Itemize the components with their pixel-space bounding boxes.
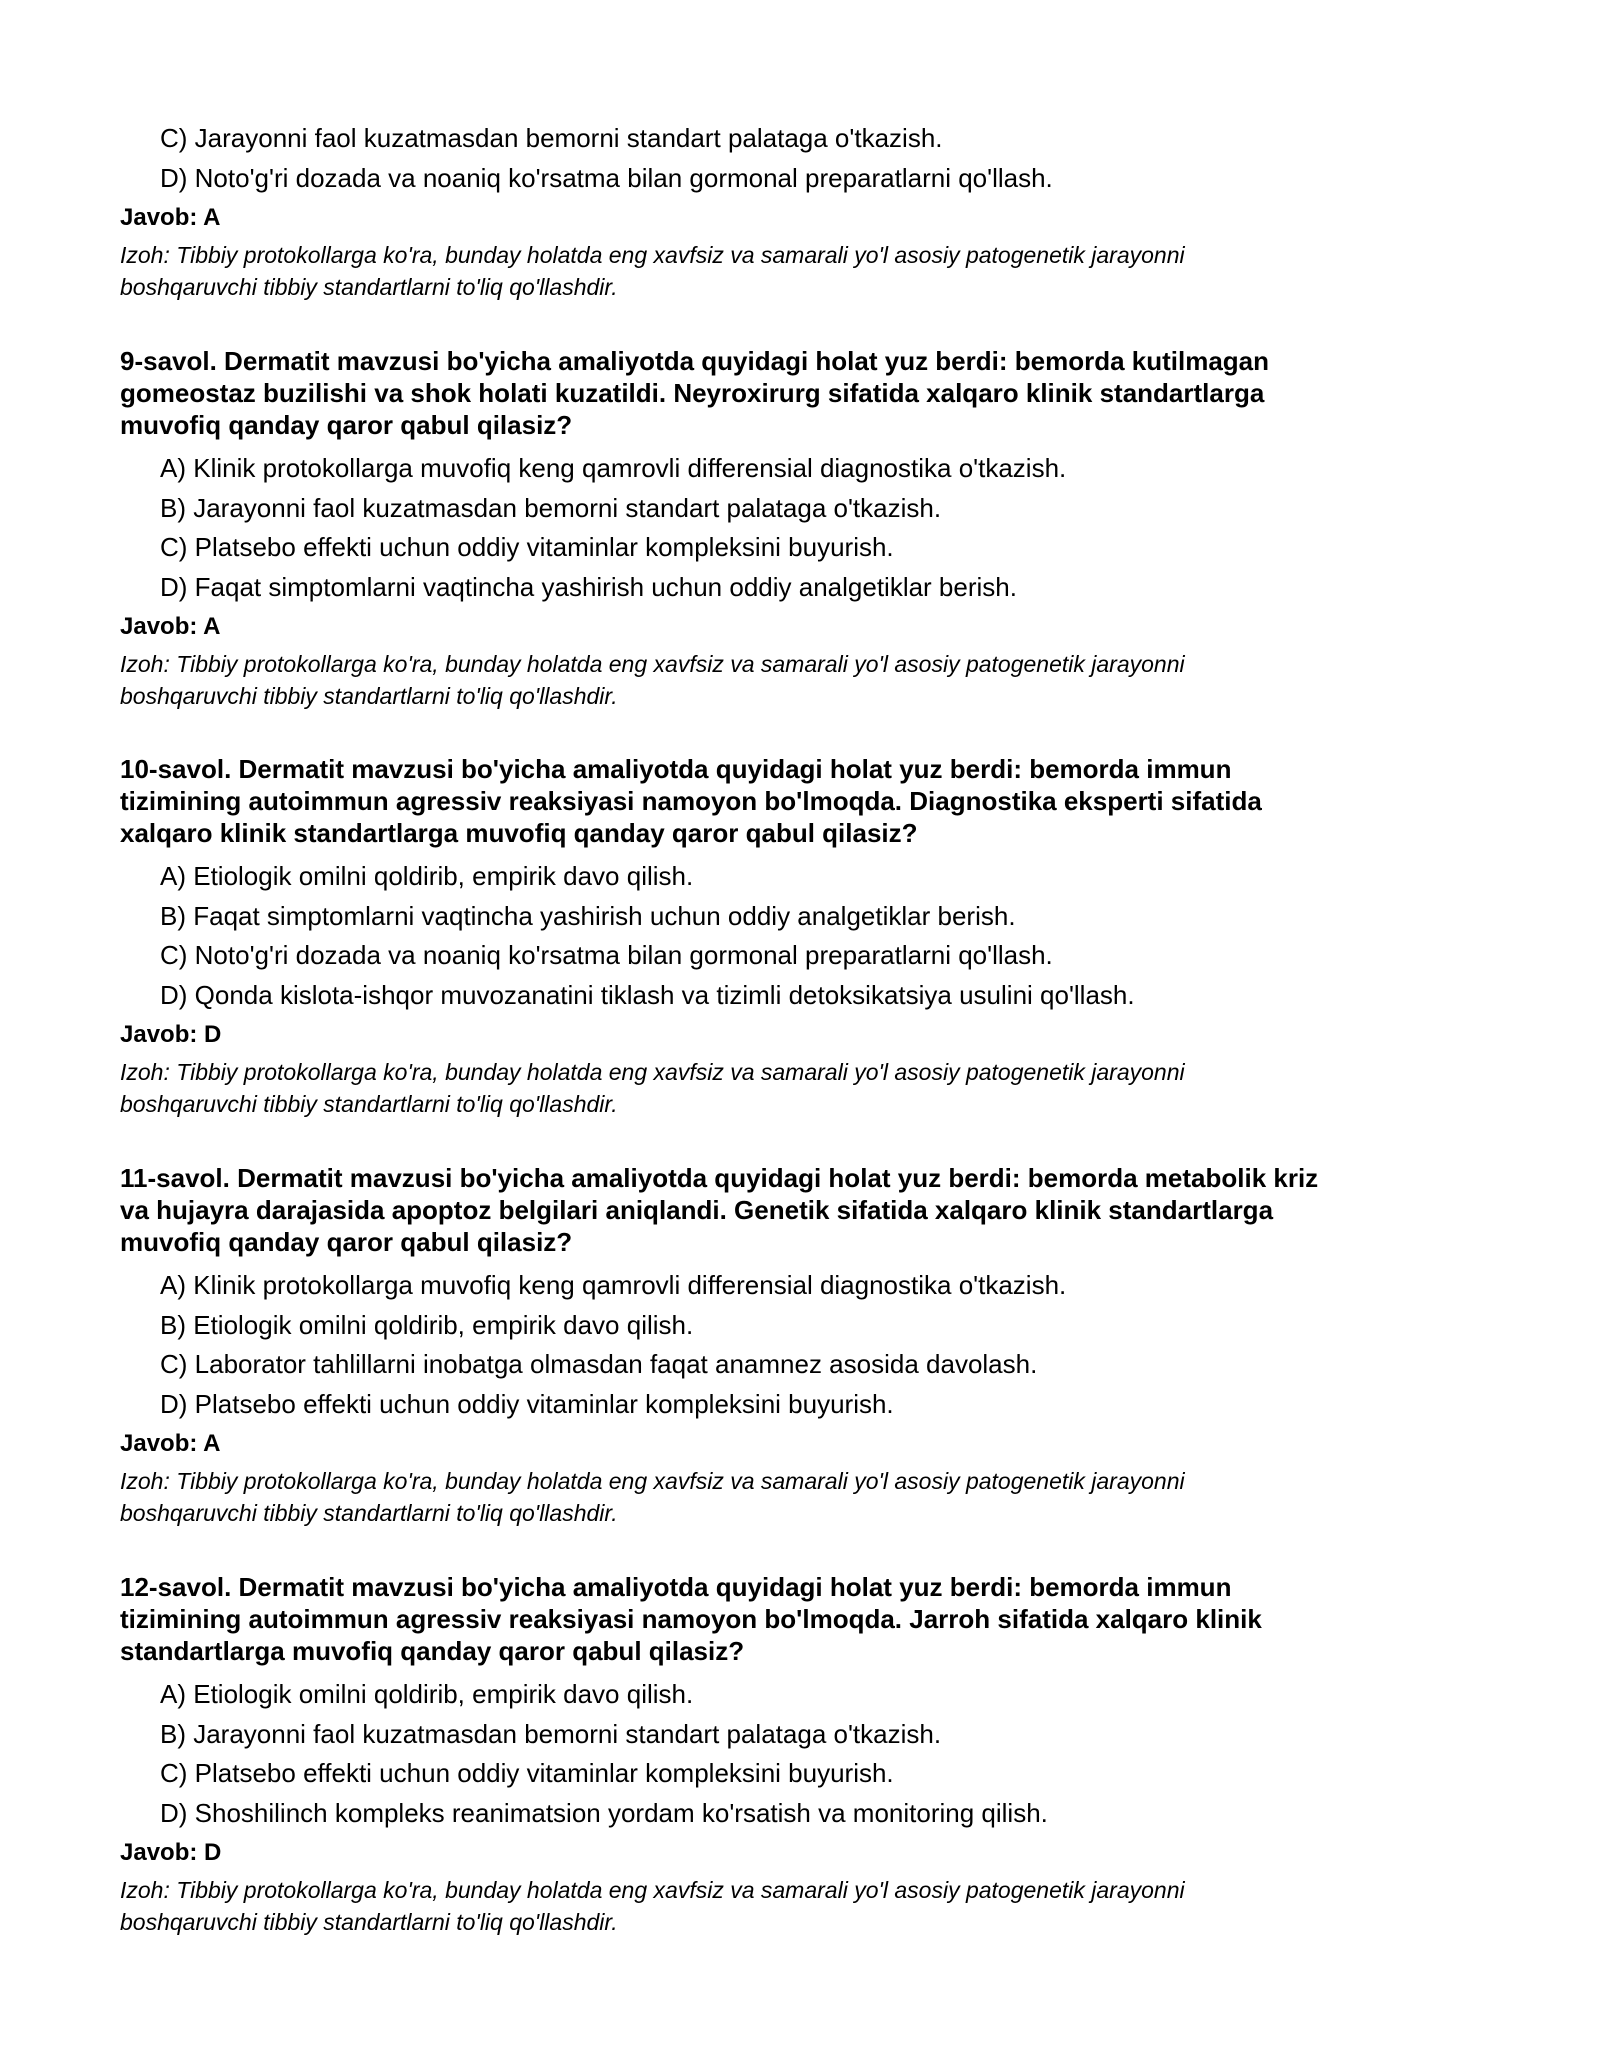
option-list [120, 449, 1460, 607]
question-text [120, 753, 1460, 849]
question-line-3: muvofiq qanday qaror qabul qilasiz? [120, 410, 573, 440]
option-a: A) Klinik protokollarga muvofiq keng qamrovli differensial diagnostika o'tkazish. [160, 1270, 1067, 1300]
note-line-2: boshqaruvchi tibbiy standartlarni to'liq qo'llashdir. [120, 1500, 618, 1526]
question-text [120, 1162, 1460, 1258]
option-a: A) Klinik protokollarga muvofiq keng qamrovli differensial diagnostika o'tkazish. [160, 453, 1067, 483]
explanation-note [120, 648, 1460, 712]
option-b: B) Faqat simptomlarni vaqtincha yashirish uchun oddiy analgetiklar berish. [160, 900, 1016, 931]
option-a: A) Etiologik omilni qoldirib, empirik davo qilish. [160, 1679, 694, 1709]
question-text [120, 345, 1460, 441]
answer-label: Javob: A [120, 204, 221, 231]
answer-label: Javob: A [120, 613, 221, 640]
note-line-2: boshqaruvchi tibbiy standartlarni to'liq qo'llashdir. [120, 1091, 618, 1117]
option-c: C) Noto'g'ri dozada va noaniq ko'rsatma bilan gormonal preparatlarni qo'llash. [160, 940, 1053, 970]
question-line-2: va hujayra darajasida apoptoz belgilari aniqlandi. Genetik sifatida xalqaro klinik standartlarga [120, 1195, 1274, 1225]
question-10 [120, 753, 1460, 1120]
option-b: B) Jarayonni faol kuzatmasdan bemorni standart palataga o'tkazish. [160, 1718, 942, 1749]
option-d: D) Platsebo effekti uchun oddiy vitaminlar kompleksini buyurish. [160, 1388, 894, 1419]
option-list [120, 1675, 1460, 1833]
question-12 [120, 1571, 1460, 1938]
note-line-1: Izoh: Tibbiy protokollarga ko'ra, bunday holatda eng xavfsiz va samarali yo'l asosiy patogenetik jarayonni [120, 242, 1185, 268]
explanation-note [120, 1056, 1460, 1120]
note-line-1: Izoh: Tibbiy protokollarga ko'ra, bunday holatda eng xavfsiz va samarali yo'l asosiy patogenetik jarayonni [120, 1059, 1185, 1085]
option-d: D) Qonda kislota-ishqor muvozanatini tiklash va tizimli detoksikatsiya usulini qo'llash. [160, 979, 1135, 1010]
question-text [120, 1571, 1460, 1667]
option-d: D) Noto'g'ri dozada va noaniq ko'rsatma bilan gormonal preparatlarni qo'llash. [160, 162, 1053, 193]
option-list [120, 1266, 1460, 1424]
option-list [120, 857, 1460, 1015]
question-line-1: 9-savol. Dermatit mavzusi bo'yicha amaliyotda quyidagi holat yuz berdi: bemorda kutilmagan [120, 346, 1270, 376]
option-c: C) Jarayonni faol kuzatmasdan bemorni standart palataga o'tkazish. [160, 123, 943, 153]
question-line-3: standartlarga muvofiq qanday qaror qabul qilasiz? [120, 1636, 745, 1666]
option-c: C) Platsebo effekti uchun oddiy vitaminlar kompleksini buyurish. [160, 1758, 894, 1788]
explanation-note [120, 239, 1460, 303]
option-d: D) Shoshilinch kompleks reanimatsion yordam ko'rsatish va monitoring qilish. [160, 1797, 1048, 1828]
note-line-2: boshqaruvchi tibbiy standartlarni to'liq qo'llashdir. [120, 1909, 618, 1935]
option-list [120, 119, 1460, 198]
question-8-tail [120, 119, 1460, 303]
note-line-2: boshqaruvchi tibbiy standartlarni to'liq qo'llashdir. [120, 683, 618, 709]
question-line-2: tizimining autoimmun agressiv reaksiyasi namoyon bo'lmoqda. Diagnostika eksperti sifatida [120, 786, 1262, 816]
question-line-1: 11-savol. Dermatit mavzusi bo'yicha amaliyotda quyidagi holat yuz berdi: bemorda metabolik kriz [120, 1163, 1319, 1193]
note-line-1: Izoh: Tibbiy protokollarga ko'ra, bunday holatda eng xavfsiz va samarali yo'l asosiy patogenetik jarayonni [120, 1468, 1185, 1494]
option-b: B) Jarayonni faol kuzatmasdan bemorni standart palataga o'tkazish. [160, 492, 942, 523]
question-line-2: tizimining autoimmun agressiv reaksiyasi namoyon bo'lmoqda. Jarroh sifatida xalqaro klinik [120, 1604, 1262, 1634]
option-c: C) Platsebo effekti uchun oddiy vitaminlar kompleksini buyurish. [160, 532, 894, 562]
option-a: A) Etiologik omilni qoldirib, empirik davo qilish. [160, 861, 694, 891]
explanation-note [120, 1874, 1460, 1938]
question-9 [120, 345, 1460, 712]
question-line-1: 12-savol. Dermatit mavzusi bo'yicha amaliyotda quyidagi holat yuz berdi: bemorda immun [120, 1572, 1232, 1602]
answer-label: Javob: D [120, 1021, 222, 1048]
note-line-1: Izoh: Tibbiy protokollarga ko'ra, bunday holatda eng xavfsiz va samarali yo'l asosiy patogenetik jarayonni [120, 651, 1185, 677]
question-11 [120, 1162, 1460, 1529]
note-line-1: Izoh: Tibbiy protokollarga ko'ra, bunday holatda eng xavfsiz va samarali yo'l asosiy patogenetik jarayonni [120, 1877, 1185, 1903]
option-c: C) Laborator tahlillarni inobatga olmasdan faqat anamnez asosida davolash. [160, 1349, 1038, 1379]
question-line-2: gomeostaz buzilishi va shok holati kuzatildi. Neyroxirurg sifatida xalqaro klinik standartlarga [120, 378, 1265, 408]
question-line-3: muvofiq qanday qaror qabul qilasiz? [120, 1227, 573, 1257]
option-b: B) Etiologik omilni qoldirib, empirik davo qilish. [160, 1309, 694, 1340]
answer-label: Javob: D [120, 1839, 222, 1866]
answer-label: Javob: A [120, 1430, 221, 1457]
note-line-2: boshqaruvchi tibbiy standartlarni to'liq qo'llashdir. [120, 274, 618, 300]
option-d: D) Faqat simptomlarni vaqtincha yashirish uchun oddiy analgetiklar berish. [160, 571, 1017, 602]
question-line-1: 10-savol. Dermatit mavzusi bo'yicha amaliyotda quyidagi holat yuz berdi: bemorda immun [120, 754, 1232, 784]
explanation-note [120, 1465, 1460, 1529]
question-line-3: xalqaro klinik standartlarga muvofiq qanday qaror qabul qilasiz? [120, 818, 918, 848]
